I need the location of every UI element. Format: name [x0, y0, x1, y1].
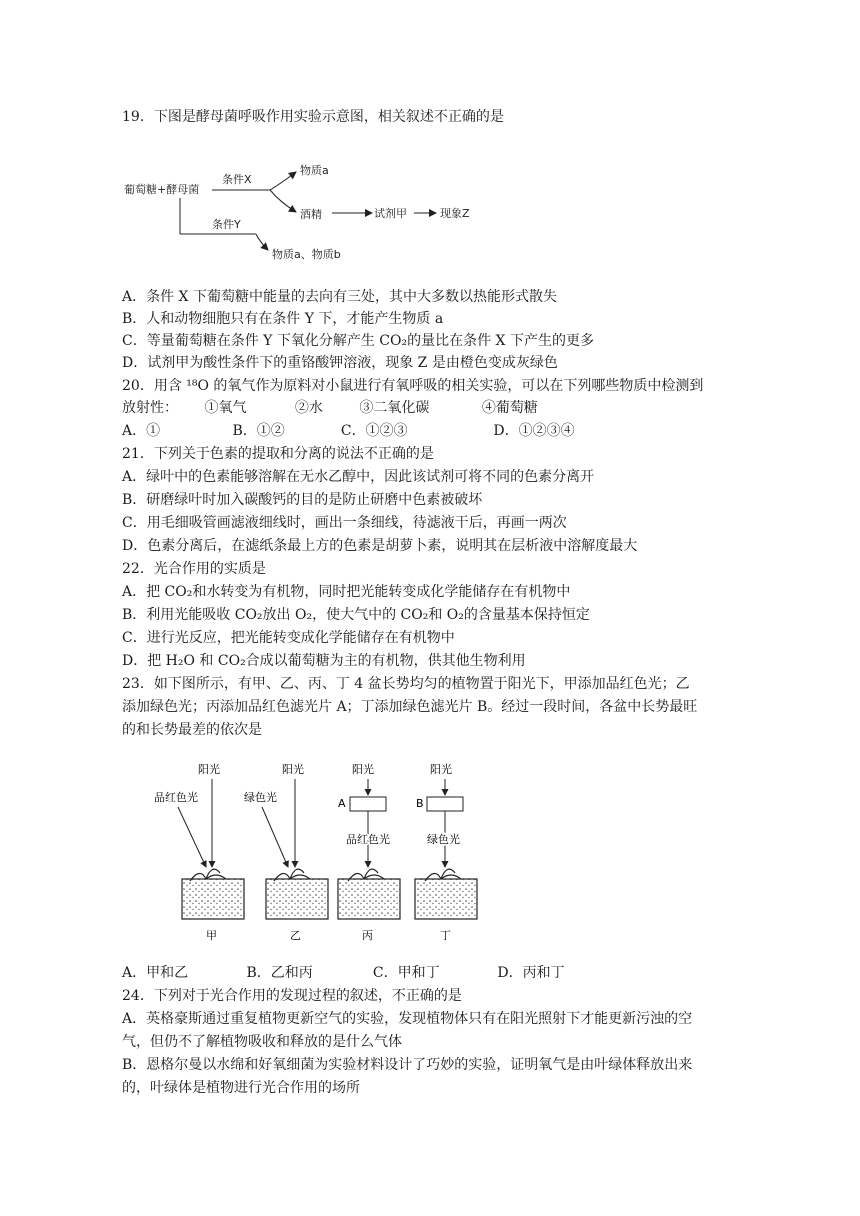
ding-sun-label: 阳光 — [430, 763, 452, 776]
q24-option-a-line1: A．英格豪斯通过重复植物更新空气的实验，发现植物体只有在阳光照射下才能更新污浊的空 — [122, 1011, 693, 1027]
q20-item-4: ④葡萄糖 — [481, 400, 538, 416]
ding-filter-label: B — [416, 797, 424, 810]
q22-stem: 22．光合作用的实质是 — [122, 561, 266, 577]
q20-option-c: C．①②③ — [340, 423, 408, 439]
q23-stem-line3: 的和长势最差的依次是 — [122, 722, 262, 738]
q21-option-c: C．用毛细吸管画滤液细线时，画出一条细线，待滤液干后，再画一两次 — [122, 515, 567, 531]
ding-light-label: 绿色光 — [427, 833, 460, 846]
q23-stem-line2: 添加绿色光；丙添加品红色滤光片 A；丁添加绿色滤光片 B。经过一段时间，各盆中长势最旺 — [122, 699, 698, 715]
q20-item-1: ①氧气 — [204, 400, 247, 416]
q24-option-b-line2: 的，叶绿体是植物进行光合作用的场所 — [122, 1080, 360, 1096]
yi-sun-label: 阳光 — [282, 763, 304, 776]
q20-item-3: ③二氧化碳 — [359, 400, 430, 416]
q23-option-d: D．丙和丁 — [497, 965, 565, 981]
q23-option-a: A．甲和乙 — [122, 965, 189, 981]
q19-alcohol-label: 酒精 — [300, 208, 322, 221]
bing-pot-label: 丙 — [362, 929, 373, 942]
q20-option-d: D．①②③④ — [493, 423, 575, 439]
q21-option-b: B．研磨绿叶时加入碳酸钙的目的是防止研磨中色素被破坏 — [122, 492, 483, 508]
q19-substab-label: 物质a、物质b — [272, 248, 341, 261]
q19-diagram-mid-arrow — [330, 200, 380, 224]
q21-option-d: D．色素分离后，在滤纸条最上方的色素是胡萝卜素，说明其在层析液中溶解度最大 — [122, 538, 638, 554]
q22-option-d: D．把 H₂O 和 CO₂合成以葡萄糖为主的有机物，供其他生物利用 — [122, 653, 526, 669]
q19-option-b: B．人和动物细胞只有在条件 Y 下，才能产生物质 a — [122, 311, 444, 327]
q19-option-c: C．等量葡萄糖在条件 Y 下氧化分解产生 CO₂的量比在条件 X 下产生的更多 — [122, 333, 594, 349]
q19-phenom-label: 现象Z — [440, 207, 470, 220]
bing-light-label: 品红色光 — [346, 833, 390, 846]
q22-option-c: C．进行光反应，把光能转变成化学能储存在有机物中 — [122, 630, 455, 646]
q23-option-b: B．乙和丙 — [246, 965, 313, 981]
q19-condx-label: 条件X — [222, 173, 252, 186]
jia-sun-label: 阳光 — [198, 763, 220, 776]
q22-option-b: B．利用光能吸收 CO₂放出 O₂，使大气中的 CO₂和 O₂的含量基本保持恒定 — [122, 607, 590, 623]
jia-pot-label: 甲 — [206, 929, 217, 942]
q21-option-a: A．绿叶中的色素能够溶解在无水乙醇中，因此该试剂可将不同的色素分离开 — [122, 469, 595, 485]
q20-item-2: ②水 — [294, 400, 323, 416]
q23-option-c: C．甲和丁 — [372, 965, 440, 981]
q20-stem-line2 — [122, 397, 538, 419]
q24-option-a-line2: 气，但仍不了解植物吸收和释放的是什么气体 — [122, 1034, 402, 1050]
q19-option-a: A．条件 X 下葡萄糖中能量的去向有三处，其中大多数以热能形式散失 — [122, 289, 557, 305]
yi-pot-label: 乙 — [290, 929, 301, 942]
q19-substa-label: 物质a — [300, 164, 329, 177]
q19-option-d: D．试剂甲为酸性条件下的重铬酸钾溶液，现象 Z 是由橙色变成灰绿色 — [122, 355, 558, 371]
yi-light-label: 绿色光 — [244, 791, 277, 804]
q20-options — [122, 420, 575, 442]
q20-stem-prefix: 放射性： — [122, 400, 178, 416]
q19-reagent-text: 试剂甲 — [374, 207, 407, 220]
q20-option-b: B．①② — [232, 423, 285, 439]
q24-stem: 24．下列对于光合作用的发现过程的叙述，不正确的是 — [122, 988, 462, 1004]
jia-light-label: 品红色光 — [154, 791, 198, 804]
q20-option-a: A．① — [122, 423, 161, 439]
q24-option-b-line1: B．恩格尔曼以水绵和好氧细菌为实验材料设计了巧妙的实验，证明氧气是由叶绿体释放出来 — [122, 1057, 693, 1073]
q19-stem: 19．下图是酵母菌呼吸作用实验示意图，相关叙述不正确的是 — [122, 109, 504, 125]
q19-condy-label: 条件Y — [212, 218, 241, 231]
q23-stem-line1: 23．如下图所示，有甲、乙、丙、丁 4 盆长势均匀的植物置于阳光下，甲添加品红色光；乙 — [122, 676, 690, 692]
bing-sun-label: 阳光 — [352, 763, 374, 776]
bing-filter-label: A — [338, 797, 346, 810]
ding-pot-label: 丁 — [440, 929, 451, 942]
q20-stem-line1: 20．用含 ¹⁸O 的氧气作为原料对小鼠进行有氧呼吸的相关实验，可以在下列哪些物质中检测到 — [122, 378, 704, 394]
q23-diagram — [140, 755, 500, 955]
q21-stem: 21．下列关于色素的提取和分离的说法不正确的是 — [122, 446, 434, 462]
q19-diagram-tail — [374, 200, 490, 224]
q23-options — [122, 962, 565, 984]
q19-start-label: 葡萄糖+酵母菌 — [124, 183, 200, 196]
q22-option-a: A．把 CO₂和水转变为有机物，同时把光能转变成化学能储存在有机物中 — [122, 584, 571, 600]
